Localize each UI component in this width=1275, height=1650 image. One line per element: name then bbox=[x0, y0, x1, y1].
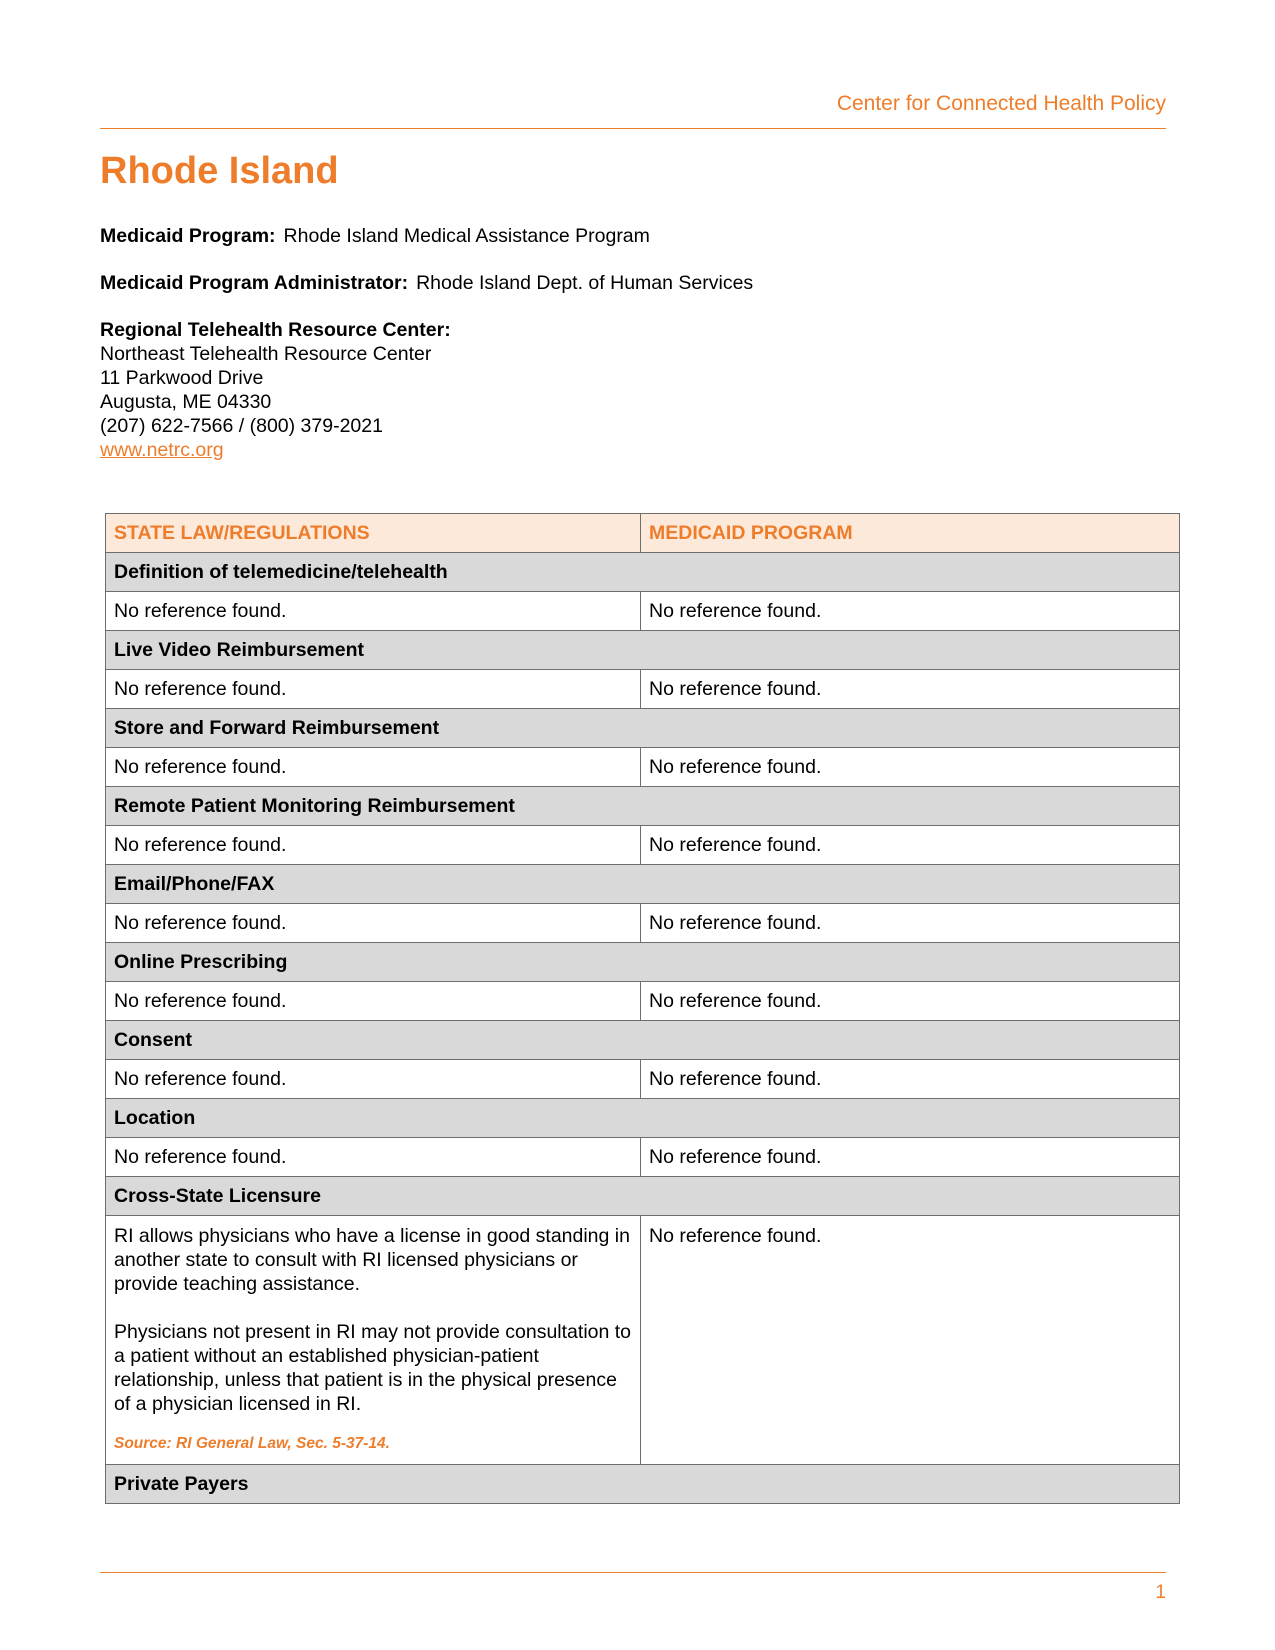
section-title: Cross-State Licensure bbox=[106, 1177, 1180, 1216]
column-header-state-law: STATE LAW/REGULATIONS bbox=[106, 514, 641, 553]
medicaid-program-line bbox=[100, 224, 650, 248]
resource-center-phone: (207) 622-7566 / (800) 379-2021 bbox=[100, 415, 383, 437]
state-law-cell: No reference found. bbox=[106, 748, 641, 787]
page-title: Rhode Island bbox=[100, 150, 339, 192]
state-law-cell: No reference found. bbox=[106, 982, 641, 1021]
section-row-definition bbox=[106, 553, 1180, 592]
resource-center-address1: 11 Parkwood Drive bbox=[100, 367, 264, 389]
state-law-cell: No reference found. bbox=[106, 1060, 641, 1099]
medicaid-admin-label: Medicaid Program Administrator: bbox=[100, 272, 409, 294]
medicaid-program-value: Rhode Island Medical Assistance Program bbox=[283, 225, 650, 247]
section-row-location bbox=[106, 1099, 1180, 1138]
section-title: Definition of telemedicine/telehealth bbox=[106, 553, 1180, 592]
table-row bbox=[106, 1216, 1180, 1465]
medicaid-cell: No reference found. bbox=[641, 670, 1180, 709]
medicaid-cell: No reference found. bbox=[641, 748, 1180, 787]
medicaid-admin-line bbox=[100, 271, 753, 295]
state-law-paragraph: RI allows physicians who have a license in good standing in another state to consult with RI licensed physicians or provide teaching assistance. bbox=[114, 1225, 630, 1295]
resource-center-block bbox=[100, 318, 451, 462]
medicaid-cell: No reference found. bbox=[641, 592, 1180, 631]
state-law-cell: No reference found. bbox=[106, 826, 641, 865]
state-law-cell: No reference found. bbox=[106, 1138, 641, 1177]
section-title: Consent bbox=[106, 1021, 1180, 1060]
section-title: Store and Forward Reimbursement bbox=[106, 709, 1180, 748]
medicaid-cell: No reference found. bbox=[641, 1060, 1180, 1099]
table-row bbox=[106, 670, 1180, 709]
table-row bbox=[106, 1060, 1180, 1099]
section-title: Remote Patient Monitoring Reimbursement bbox=[106, 787, 1180, 826]
section-row-consent bbox=[106, 1021, 1180, 1060]
resource-center-website-link[interactable]: www.netrc.org bbox=[100, 439, 224, 461]
section-title: Location bbox=[106, 1099, 1180, 1138]
state-law-cell: No reference found. bbox=[106, 592, 641, 631]
section-row-private-payers bbox=[106, 1465, 1180, 1504]
section-row-email-phone-fax bbox=[106, 865, 1180, 904]
medicaid-admin-value: Rhode Island Dept. of Human Services bbox=[416, 272, 754, 294]
footer-divider bbox=[100, 1572, 1166, 1573]
medicaid-cell: No reference found. bbox=[641, 1138, 1180, 1177]
table-row bbox=[106, 592, 1180, 631]
medicaid-cell: No reference found. bbox=[641, 826, 1180, 865]
page-header-org-name: Center for Connected Health Policy bbox=[836, 92, 1166, 115]
medicaid-cell: No reference found. bbox=[641, 1216, 1180, 1465]
source-citation: Source: RI General Law, Sec. 5-37-14. bbox=[114, 1435, 390, 1452]
table-row bbox=[106, 904, 1180, 943]
section-title: Online Prescribing bbox=[106, 943, 1180, 982]
medicaid-cell: No reference found. bbox=[641, 904, 1180, 943]
resource-center-address2: Augusta, ME 04330 bbox=[100, 391, 272, 413]
policy-table bbox=[105, 513, 1180, 1504]
section-title: Live Video Reimbursement bbox=[106, 631, 1180, 670]
resource-center-name: Northeast Telehealth Resource Center bbox=[100, 343, 432, 365]
state-law-cell: No reference found. bbox=[106, 904, 641, 943]
section-row-store-forward bbox=[106, 709, 1180, 748]
medicaid-cell: No reference found. bbox=[641, 982, 1180, 1021]
section-row-live-video bbox=[106, 631, 1180, 670]
section-title: Email/Phone/FAX bbox=[106, 865, 1180, 904]
table-header-row bbox=[106, 514, 1180, 553]
state-law-paragraph: Physicians not present in RI may not provide consultation to a patient without an established physician-patient relationship, unless that patient is in the physical presence of a physician licensed in RI. bbox=[114, 1321, 632, 1415]
section-row-remote-monitoring bbox=[106, 787, 1180, 826]
resource-center-label: Regional Telehealth Resource Center: bbox=[100, 319, 451, 341]
state-law-cell bbox=[106, 1216, 641, 1465]
section-row-online-prescribing bbox=[106, 943, 1180, 982]
state-law-cell: No reference found. bbox=[106, 670, 641, 709]
header-divider bbox=[100, 128, 1166, 129]
section-title: Private Payers bbox=[106, 1465, 1180, 1504]
table-row bbox=[106, 982, 1180, 1021]
table-row bbox=[106, 1138, 1180, 1177]
section-row-cross-state-licensure bbox=[106, 1177, 1180, 1216]
table-row bbox=[106, 748, 1180, 787]
page-number: 1 bbox=[1155, 1582, 1166, 1603]
medicaid-program-label: Medicaid Program: bbox=[100, 225, 276, 247]
column-header-medicaid: MEDICAID PROGRAM bbox=[641, 514, 1180, 553]
table-row bbox=[106, 826, 1180, 865]
